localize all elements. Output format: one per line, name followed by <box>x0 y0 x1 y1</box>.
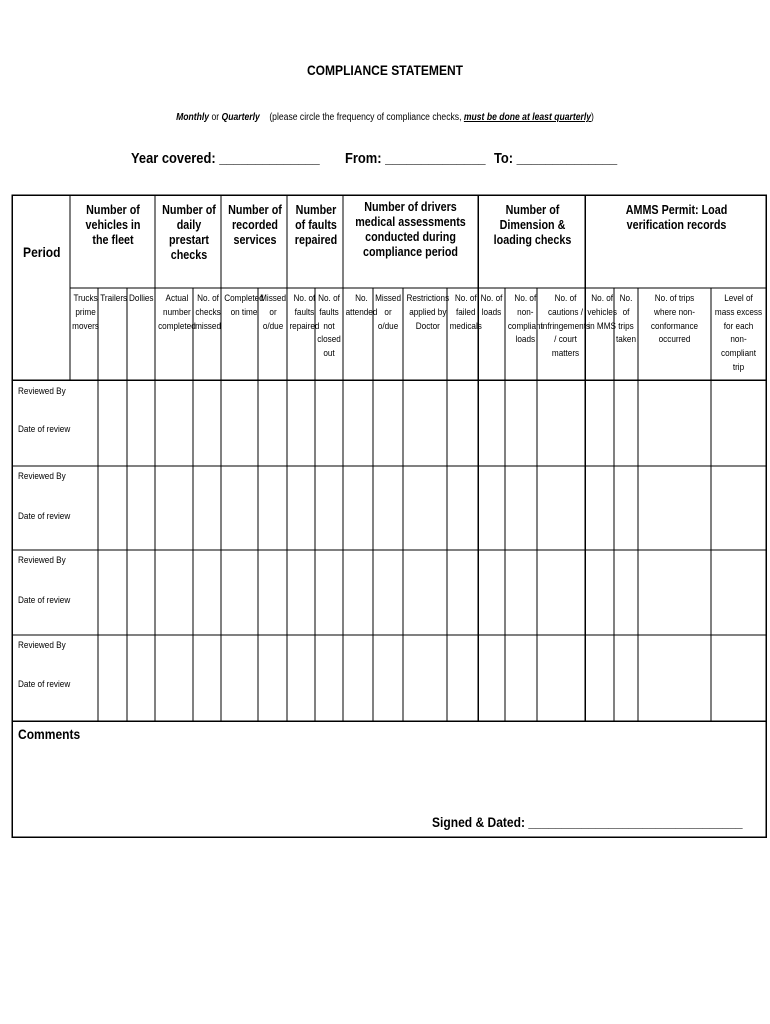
group-faults-repaired: Number of faults repaired <box>294 203 338 247</box>
group-drivers-medical: Number of drivers medical assessments conducted during compliance period <box>355 200 466 259</box>
subcol-checks-missed: No. of checks missed <box>195 293 221 332</box>
subcol-non-compliant-loads: No. of non-compliant loads <box>507 293 543 346</box>
subcol-faults-not-closed: No. of faults not closed out <box>317 293 341 360</box>
subcol-vehicles-mms: No. of vehicles in MMS <box>587 293 617 332</box>
subcol-medical-missed: Missed or o/due <box>375 293 401 332</box>
subcol-actual-completed: Actual number completed <box>158 293 196 332</box>
date-of-review-label: Date of review <box>18 595 71 606</box>
group-amms-permit: AMMS Permit: Load verification records <box>625 203 728 232</box>
to-field[interactable]: To: ______________ <box>494 150 618 167</box>
subcol-loads: No. of loads <box>480 293 503 318</box>
group-vehicles-in-fleet: Number of vehicles in the fleet <box>85 203 141 247</box>
group-recorded-services: Number of recorded services <box>228 203 282 247</box>
year-covered-field[interactable]: Year covered: ______________ <box>131 150 320 167</box>
period-header: Period <box>23 244 61 260</box>
subcol-failed-medicals: No. of failed medicals <box>449 293 482 332</box>
group-daily-prestart-checks: Number of daily prestart checks <box>162 203 216 262</box>
group-dimension-loading: Number of Dimension & loading checks <box>493 203 572 247</box>
subcol-dollies: Dollies <box>128 293 154 304</box>
reviewed-by-label: Reviewed By <box>18 640 66 651</box>
subcol-trucks: Trucks prime movers <box>72 293 99 332</box>
date-of-review-label: Date of review <box>18 679 71 690</box>
comments-label: Comments <box>18 726 81 742</box>
note-suffix: ) <box>591 112 594 123</box>
from-field[interactable]: From: ______________ <box>345 150 486 167</box>
subcol-mass-excess: Level of mass excess for each non-compliant trip <box>714 293 763 373</box>
subcol-trips-nonconformance: No. of trips where non-conformance occurred <box>650 293 699 346</box>
reviewed-by-label: Reviewed By <box>18 555 66 566</box>
subcol-cautions: No. of cautions / infringements / court matters <box>540 293 591 360</box>
subcol-services-missed: Missed or o/due <box>260 293 286 332</box>
date-of-review-label: Date of review <box>18 424 71 435</box>
quarterly-option[interactable]: Quarterly <box>221 112 260 123</box>
subcol-trips-taken: No. of trips taken <box>616 293 636 346</box>
subcol-restrictions: Restrictions applied by Doctor <box>406 293 450 332</box>
reviewed-by-label: Reviewed By <box>18 386 66 397</box>
or-text: or <box>211 112 220 123</box>
subcol-completed-on-time: Completed on time <box>224 293 264 318</box>
page-title: COMPLIANCE STATEMENT <box>306 62 464 78</box>
subcol-faults-repaired: No. of faults repaired <box>289 293 320 332</box>
monthly-option[interactable]: Monthly <box>176 112 210 123</box>
subcol-attended: No. attended <box>345 293 378 318</box>
date-of-review-label: Date of review <box>18 511 71 522</box>
subcol-trailers: Trailers <box>100 293 128 304</box>
signed-dated-field[interactable]: Signed & Dated: ________________________________ <box>432 814 743 830</box>
reviewed-by-label: Reviewed By <box>18 471 66 482</box>
note-prefix: (please circle the frequency of compliance checks, <box>269 112 462 123</box>
note-emphasis: must be done at least quarterly <box>463 112 592 123</box>
